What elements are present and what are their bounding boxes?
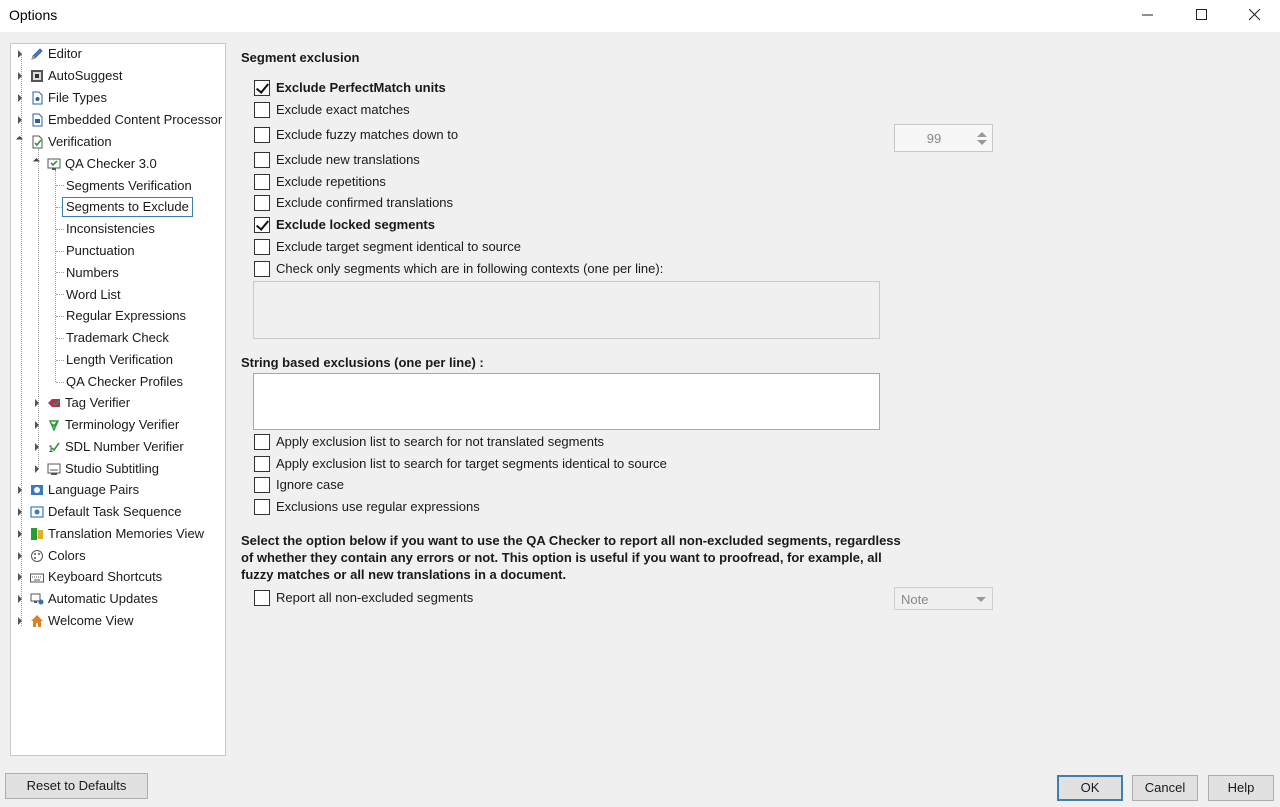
tree-guide-line: [56, 294, 64, 295]
checkbox-label: Apply exclusion list to search for not translated segments: [276, 434, 605, 449]
tree-label: Embedded Content Processor: [48, 112, 223, 127]
checkbox-label: Exclude locked segments: [276, 217, 435, 232]
tree-label: Default Task Sequence: [48, 504, 182, 519]
tree-label: Inconsistencies: [66, 221, 155, 236]
close-icon: [1249, 9, 1261, 21]
tree-label: Segments Verification: [66, 178, 192, 193]
string-exclusions-textarea[interactable]: [253, 373, 880, 430]
checkbox[interactable]: [254, 261, 270, 277]
checkbox[interactable]: [254, 434, 270, 450]
expand-icon[interactable]: [18, 573, 22, 581]
tree-label: Punctuation: [66, 243, 135, 258]
tree-label: QA Checker 3.0: [65, 156, 157, 171]
checkbox-label: Exclude repetitions: [276, 174, 386, 189]
expand-icon[interactable]: [18, 617, 22, 625]
tree-label: SDL Number Verifier: [65, 439, 184, 454]
tree-label: Editor: [48, 46, 82, 61]
translation-memories-icon: [30, 527, 44, 541]
expand-icon[interactable]: [18, 486, 22, 494]
maximize-button[interactable]: [1179, 0, 1225, 30]
checkbox[interactable]: [254, 127, 270, 143]
tree-guide-line: [56, 382, 64, 383]
qa-checker-icon: [47, 157, 61, 171]
checkbox-label: Exclude PerfectMatch units: [276, 80, 446, 95]
checkbox-label: Ignore case: [276, 477, 344, 492]
segment-exclusion-title: Segment exclusion: [241, 50, 360, 65]
title-bar: [0, 0, 1280, 32]
tree-label: Welcome View: [48, 613, 134, 628]
expand-icon[interactable]: [18, 50, 22, 58]
embedded-content-icon: [30, 113, 44, 127]
cancel-button[interactable]: Cancel: [1132, 775, 1198, 801]
tree-label: Verification: [48, 134, 112, 149]
checkbox-label: Exclude confirmed translations: [276, 195, 454, 210]
ok-button[interactable]: OK: [1057, 775, 1123, 801]
checkbox[interactable]: [254, 152, 270, 168]
subtitling-icon: [47, 462, 61, 476]
expand-icon[interactable]: [18, 72, 22, 80]
expand-icon[interactable]: [18, 94, 22, 102]
expand-icon[interactable]: [18, 116, 22, 124]
options-tree[interactable]: [10, 43, 226, 756]
spinner-value[interactable]: 99: [926, 131, 942, 146]
expand-icon[interactable]: [18, 508, 22, 516]
checkbox-label: Check only segments which are in following contexts (one per line):: [276, 261, 664, 276]
tree-label: Trademark Check: [66, 330, 169, 345]
tree-guide-line: [56, 272, 64, 273]
pencil-icon: [30, 47, 44, 61]
autosuggest-icon: [30, 69, 44, 83]
contexts-textarea[interactable]: [253, 281, 880, 339]
fuzzy-threshold-spinner[interactable]: [894, 124, 993, 152]
tree-guide-line: [56, 251, 64, 252]
tree-guide-line: [56, 185, 64, 186]
tree-guide-line: [56, 316, 64, 317]
tree-label: Length Verification: [66, 352, 173, 367]
checkbox[interactable]: [254, 102, 270, 118]
tree-label: Numbers: [66, 265, 119, 280]
tree-label: Colors: [48, 548, 86, 563]
terminology-verifier-icon: [47, 418, 61, 432]
tree-label: Studio Subtitling: [65, 461, 159, 476]
checkbox[interactable]: [254, 195, 270, 211]
expand-icon[interactable]: [35, 465, 39, 473]
string-exclusions-title: String based exclusions (one per line) :: [241, 355, 484, 370]
tree-label: File Types: [48, 90, 108, 105]
expand-icon[interactable]: [35, 399, 39, 407]
checkbox-label: Exclude new translations: [276, 152, 420, 167]
tree-guide-line: [55, 170, 56, 382]
severity-dropdown[interactable]: [894, 587, 993, 610]
expand-icon[interactable]: [18, 552, 22, 560]
spin-down-icon[interactable]: [977, 140, 987, 145]
checkbox[interactable]: [254, 80, 270, 96]
tree-label: Tag Verifier: [65, 395, 131, 410]
chevron-down-icon: [976, 597, 986, 602]
tag-verifier-icon: [47, 396, 61, 410]
checkbox-label: Exclusions use regular expressions: [276, 499, 480, 514]
minimize-button[interactable]: [1125, 0, 1171, 30]
file-types-icon: [30, 91, 44, 105]
home-icon: [30, 614, 44, 628]
tree-label: Terminology Verifier: [65, 417, 180, 432]
report-info-text: Select the option below if you want to use the QA Checker to report all non-excluded segments, regardless of whether they contain any errors or not. This option is useful if you want to proofread, for example, all fuzzy matches or all new translations in a document.: [241, 533, 901, 582]
verification-icon: [30, 135, 44, 149]
checkbox[interactable]: [254, 174, 270, 190]
window-title: Options: [9, 7, 58, 23]
tree-label: Automatic Updates: [48, 591, 158, 606]
svg-text:1: 1: [48, 445, 54, 454]
keyboard-icon: [30, 570, 44, 584]
checkbox-label: Exclude exact matches: [276, 102, 410, 117]
expand-icon[interactable]: [18, 595, 22, 603]
updates-icon: [30, 592, 44, 606]
tree-label: Language Pairs: [48, 482, 140, 497]
tree-label: Segments to Exclude: [62, 197, 193, 217]
expand-icon[interactable]: [35, 421, 39, 429]
tree-guide-line: [56, 360, 64, 361]
colors-icon: [30, 549, 44, 563]
expand-icon[interactable]: [18, 530, 22, 538]
tree-label: Keyboard Shortcuts: [48, 569, 163, 584]
checkbox[interactable]: [254, 217, 270, 233]
language-pairs-icon: [30, 483, 44, 497]
checkbox-label: Exclude target segment identical to source: [276, 239, 521, 254]
checkbox[interactable]: [254, 590, 270, 606]
dropdown-value: Note: [901, 592, 929, 607]
reset-to-defaults-button[interactable]: Reset to Defaults: [5, 773, 148, 799]
tree-label: Regular Expressions: [66, 308, 186, 323]
tree-label: Word List: [66, 287, 121, 302]
checkbox[interactable]: [254, 239, 270, 255]
maximize-icon: [1196, 9, 1208, 21]
tree-label: Translation Memories View: [48, 526, 205, 541]
close-button[interactable]: [1232, 0, 1278, 30]
tree-label: AutoSuggest: [48, 68, 123, 83]
checkbox-label: Apply exclusion list to search for target segments identical to source: [276, 456, 667, 471]
number-verifier-icon: [47, 440, 61, 454]
minimize-icon: [1142, 9, 1154, 21]
checkbox-label: Report all non-excluded segments: [276, 590, 474, 605]
checkbox[interactable]: [254, 477, 270, 493]
checkbox[interactable]: [254, 499, 270, 515]
spin-up-icon[interactable]: [977, 132, 987, 137]
task-sequence-icon: [30, 505, 44, 519]
tree-guide-line: [56, 229, 64, 230]
tree-guide-line: [56, 338, 64, 339]
help-button[interactable]: Help: [1208, 775, 1274, 801]
tree-label: QA Checker Profiles: [66, 374, 184, 389]
checkbox[interactable]: [254, 456, 270, 472]
checkbox-label: Exclude fuzzy matches down to: [276, 127, 459, 142]
expand-icon[interactable]: [35, 443, 39, 451]
